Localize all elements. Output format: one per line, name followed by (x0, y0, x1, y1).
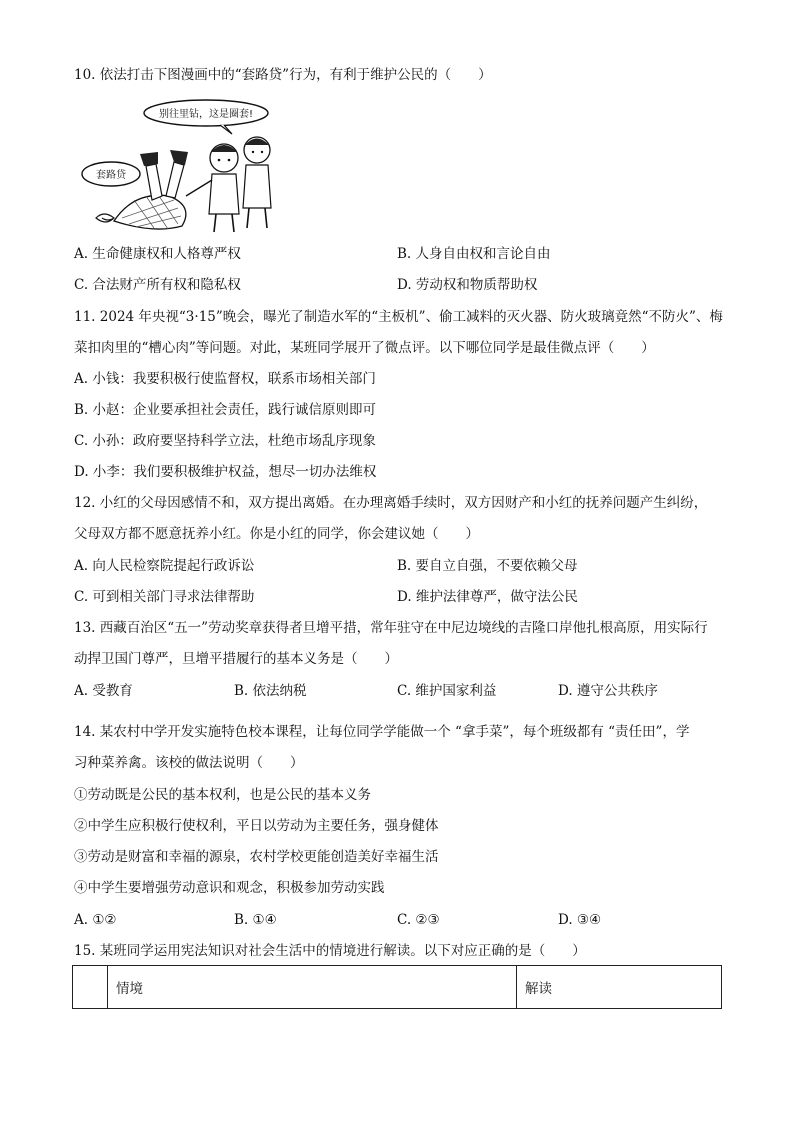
q14-statement-1: ①劳动既是公民的基本权利，也是公民的基本义务 (74, 787, 371, 803)
cartoon-illustration (74, 96, 284, 236)
q10-option-d[interactable]: D. 劳动权和物质帮助权 (397, 277, 538, 293)
q13-option-d[interactable]: D. 遵守公共秩序 (558, 683, 658, 699)
q14-option-d[interactable]: D. ③④ (558, 912, 602, 928)
cartoon-trap-label: 套路贷 (96, 170, 126, 181)
q14-option-c[interactable]: C. ②③ (397, 912, 440, 928)
q11-stem-line2: 菜扣肉里的“槽心肉”等问题。对此，某班同学展开了微点评。以下哪位同学是最佳微点评（ ） (74, 340, 655, 356)
q12-option-b[interactable]: B. 要自立自强，不要依赖父母 (397, 558, 578, 574)
q13-stem-line1: 13. 西藏百治区“五一”劳动奖章获得者旦增平措，常年驻守在中尼边境线的吉隆口岸他扎根高原，用实际行 (74, 620, 708, 636)
q11-option-c[interactable]: C. 小孙：政府要坚持科学立法，杜绝市场乱序现象 (74, 433, 376, 449)
q13-option-a[interactable]: A. 受教育 (74, 683, 133, 699)
q14-statement-4: ④中学生要增强劳动意识和观念，积极参加劳动实践 (74, 880, 385, 896)
q14-statement-2: ②中学生应积极行使权利，平日以劳动为主要任务，强身健体 (74, 818, 439, 834)
q13-option-c[interactable]: C. 维护国家利益 (397, 683, 497, 699)
q12-option-d[interactable]: D. 维护法律尊严，做守法公民 (397, 589, 578, 605)
q13-option-b[interactable]: B. 依法纳税 (234, 683, 307, 699)
q15-header-index (73, 966, 108, 1009)
q14-stem-line1: 14. 某农村中学开发实施特色校本课程，让每位同学学能做一个 “拿手菜”，每个班级都有 “责任田”，学 (74, 724, 690, 740)
q10-stem: 10. 依法打击下图漫画中的“套路贷”行为，有利于维护公民的（ ） (74, 67, 492, 83)
q11-stem-line1: 11. 2024 年央视“3·15”晚会，曝光了制造水军的“主板机”、偷工减料的灭火器、防火玻璃竟然“不防火”、梅 (74, 309, 723, 325)
q11-option-a[interactable]: A. 小钱：我要积极行使监督权，联系市场相关部门 (74, 371, 376, 387)
q10-option-c[interactable]: C. 合法财产所有权和隐私权 (74, 277, 241, 293)
q14-option-a[interactable]: A. ①② (74, 912, 117, 928)
q15-header-scenario: 情境 (108, 966, 517, 1009)
q15-table (72, 965, 722, 1009)
q15-table-header-row (73, 966, 722, 1009)
q12-option-a[interactable]: A. 向人民检察院提起行政诉讼 (74, 558, 255, 574)
q13-stem-line2: 动捍卫国门尊严，旦增平措履行的基本义务是（ ） (74, 651, 398, 667)
q12-option-c[interactable]: C. 可到相关部门寻求法律帮助 (74, 589, 255, 605)
q12-stem-line2: 父母双方都不愿意抚养小红。你是小红的同学，你会建议她（ ） (74, 526, 479, 542)
q10-option-a[interactable]: A. 生命健康权和人格尊严权 (74, 246, 241, 262)
q14-statement-3: ③劳动是财富和幸福的源泉，农村学校更能创造美好幸福生活 (74, 849, 439, 865)
q14-option-b[interactable]: B. ①④ (234, 912, 277, 928)
q11-option-b[interactable]: B. 小赵：企业要承担社会责任，践行诚信原则即可 (74, 402, 377, 418)
cartoon-speech-text: 别往里钻，这是圈套! (158, 109, 254, 120)
q15-header-interpretation: 解读 (517, 966, 722, 1009)
q14-stem-line2: 习种菜养禽。该校的做法说明（ ） (74, 755, 304, 771)
q10-option-b[interactable]: B. 人身自由权和言论自由 (397, 246, 551, 262)
q12-stem-line1: 12. 小红的父母因感情不和，双方提出离婚。在办理离婚手续时，双方因财产和小红的抚养问题产生纠纷， (74, 495, 708, 511)
q15-stem: 15. 某班同学运用宪法知识对社会生活中的情境进行解读。以下对应正确的是（ ） (74, 943, 586, 959)
q11-option-d[interactable]: D. 小李：我们要积极维护权益，想尽一切办法维权 (74, 464, 377, 480)
